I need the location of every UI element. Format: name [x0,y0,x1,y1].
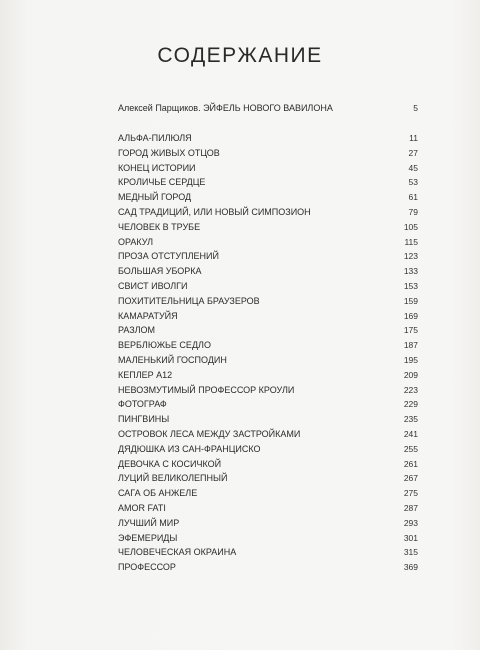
toc-entry-title: САД ТРАДИЦИЙ, ИЛИ НОВЫЙ СИМПОЗИОН [118,206,311,217]
toc-entry [118,220,418,235]
toc-entry-page: 235 [403,414,418,425]
toc-entry-title: МЕДНЫЙ ГОРОД [118,192,192,203]
toc-entry [118,309,418,324]
toc-entry [118,412,418,427]
toc-entry-page: 229 [403,399,418,410]
toc-entry [118,560,418,575]
toc-entry-title: ЧЕЛОВЕЧЕСКАЯ ОКРАИНА [118,547,237,558]
toc-entry [118,190,418,205]
toc-entry [118,235,418,250]
toc-entry [118,294,418,309]
toc-entry [118,442,418,457]
toc-entry-title: ОСТРОВОК ЛЕСА МЕЖДУ ЗАСТРОЙКАМИ [118,428,301,439]
toc-entry [118,545,418,560]
toc-entry-title: ПРОЗА ОТСТУПЛЕНИЙ [118,251,219,262]
toc-entry [118,205,418,220]
toc-entry-page: 315 [403,547,418,558]
toc-entry-page: 175 [403,325,418,336]
toc-entry-page: 369 [403,562,418,573]
toc-entry-page: 45 [408,162,418,173]
toc-entry-title: ДЕВОЧКА С КОСИЧКОЙ [118,458,222,469]
toc-entry [118,471,418,486]
toc-entry-page: 79 [408,206,418,217]
toc-entry-page: 169 [403,310,418,321]
toc-entry [118,397,418,412]
toc-entry-page: 159 [403,295,418,306]
toc-entry [118,264,418,279]
toc-entry-title: РАЗЛОМ [118,325,156,336]
toc-entry-title: ЛУЦИЙ ВЕЛИКОЛЕПНЫЙ [118,473,228,484]
toc-entry-page: 301 [403,532,418,543]
toc-entry [118,501,418,516]
toc-entry [118,427,418,442]
toc-entry [118,323,418,338]
toc-entry [118,338,418,353]
toc-entry-page: 195 [403,354,418,365]
toc-entry-page: 241 [403,428,418,439]
toc-entry [118,486,418,501]
toc-entry-title: ВЕРБЛЮЖЬЕ СЕДЛО [118,340,211,351]
toc-entry [118,457,418,472]
toc-intro-entry [118,103,418,113]
table-of-contents [118,131,418,575]
toc-entry-title: ФОТОГРАФ [118,399,167,410]
toc-entry-title: ЧЕЛОВЕК В ТРУБЕ [118,221,201,232]
toc-entry [118,353,418,368]
toc-entry-page: 11 [409,133,418,143]
toc-entry-title: ГОРОД ЖИВЫХ ОТЦОВ [118,147,220,158]
toc-entry-title: ПИНГВИНЫ [118,414,170,425]
toc-entry-title: ЛУЧШИЙ МИР [118,517,180,528]
toc-entry-title: ОРАКУЛ [118,236,154,247]
toc-entry-page: 133 [403,266,418,277]
toc-entry-page: 261 [403,458,418,469]
toc-entry-title: Алексей Парщиков. ЭЙФЕЛЬ НОВОГО ВАВИЛОНА [118,103,333,113]
toc-entry-title: АЛЬФА-ПИЛЮЛЯ [118,133,192,143]
toc-entry [118,175,418,190]
toc-entry-page: 53 [408,177,418,188]
toc-entry-page: 267 [403,473,418,484]
toc-entry-page: 123 [403,251,418,262]
toc-entry-title: САГА ОБ АНЖЕЛЕ [118,488,198,499]
toc-entry-page: 27 [408,147,418,158]
toc-entry-title: КЕПЛЕР A12 [118,369,173,380]
toc-entry-title: КРОЛИЧЬЕ СЕРДЦЕ [118,177,206,188]
toc-entry-page: 61 [408,192,418,203]
toc-entry [118,146,418,161]
toc-entry-title: AMOR FATI [118,502,166,513]
toc-entry [118,516,418,531]
toc-entry [118,131,418,146]
toc-entry-page: 187 [403,340,418,351]
toc-entry [118,249,418,264]
toc-entry-title: ПОХИТИТЕЛЬНИЦА БРАУЗЕРОВ [118,295,260,306]
toc-entry-title: ДЯДЮШКА ИЗ САН-ФРАНЦИСКО [118,443,261,454]
toc-entry-title: СВИСТ ИВОЛГИ [118,280,188,291]
toc-entry [118,383,418,398]
toc-entry-page: 115 [404,236,418,247]
toc-entry-page: 255 [403,443,418,454]
toc-entry-title: КАМАРАТУЙЯ [118,310,178,321]
toc-entry-page: 5 [413,103,418,113]
toc-entry-page: 275 [403,488,418,499]
toc-entry [118,279,418,294]
toc-entry-page: 293 [403,517,418,528]
toc-entry-title: КОНЕЦ ИСТОРИИ [118,162,196,173]
toc-entry [118,531,418,546]
toc-entry-page: 153 [403,280,418,291]
toc-entry [118,161,418,176]
toc-entry-title: НЕВОЗМУТИМЫЙ ПРОФЕССОР КРОУЛИ [118,384,295,395]
toc-entry-page: 209 [403,369,418,380]
toc-entry-title: ЭФЕМЕРИДЫ [118,532,178,543]
page-title: СОДЕРЖАНИЕ [157,44,323,67]
toc-entry-page: 105 [403,221,418,232]
toc-entry-title: МАЛЕНЬКИЙ ГОСПОДИН [118,354,227,365]
toc-entry-title: ПРОФЕССОР [118,562,176,573]
toc-entry-page: 287 [403,502,418,513]
toc-entry-page: 223 [403,384,418,395]
toc-entry-title: БОЛЬШАЯ УБОРКА [118,266,202,277]
toc-entry [118,368,418,383]
